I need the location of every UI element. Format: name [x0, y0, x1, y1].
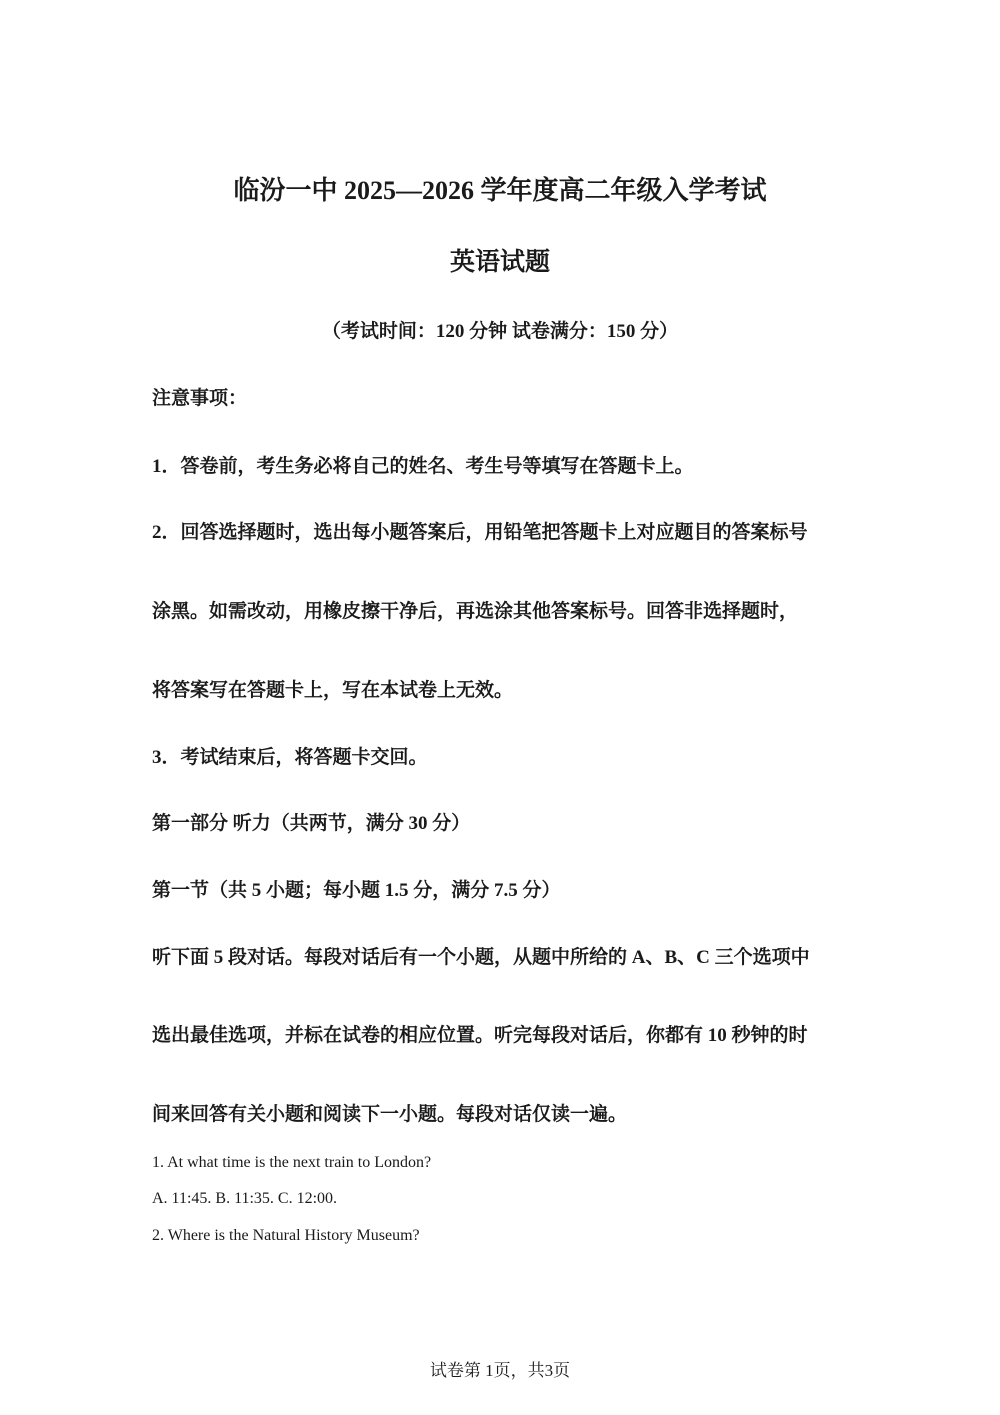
- exam-title: 临汾一中 2025—2026 学年度高二年级入学考试: [233, 176, 767, 205]
- exam-subtitle: 英语试题: [449, 249, 550, 276]
- notice-item-1: 1．答卷前，考生务必将自己的姓名、考生号等填写在答题卡上。: [152, 456, 694, 477]
- question-1: 1. At what time is the next train to London?: [152, 1154, 432, 1171]
- instructions-line-3: 间来回答有关小题和阅读下一小题。每段对话仅读一遍。: [152, 1104, 628, 1125]
- part-1-heading: 第一部分 听力（共两节，满分 30 分）: [152, 813, 471, 834]
- notice-item-3: 3．考试结束后，将答题卡交回。: [152, 747, 428, 768]
- question-2: 2. Where is the Natural History Museum?: [152, 1227, 420, 1244]
- notice-item-2-line-3: 将答案写在答题卡上，写在本试卷上无效。: [152, 680, 514, 701]
- instructions-line-1: 听下面 5 段对话。每段对话后有一个小题，从题中所给的 A、B、C 三个选项中: [152, 947, 810, 968]
- page-footer: 试卷第 1页，共3页: [429, 1361, 571, 1380]
- question-1-options: A. 11:45. B. 11:35. C. 12:00.: [152, 1190, 338, 1207]
- notice-item-2-line-2: 涂黑。如需改动，用橡皮擦干净后，再选涂其他答案标号。回答非选择题时，: [152, 601, 799, 622]
- notice-heading: 注意事项：: [152, 388, 248, 409]
- section-1-heading: 第一节（共 5 小题；每小题 1.5 分，满分 7.5 分）: [152, 880, 561, 901]
- instructions-line-2: 选出最佳选项，并标在试卷的相应位置。听完每段对话后，你都有 10 秒钟的时: [152, 1025, 808, 1046]
- exam-info: （考试时间：120 分钟 试卷满分：150 分）: [321, 321, 679, 342]
- notice-item-2-line-1: 2．回答选择题时，选出每小题答案后，用铅笔把答题卡上对应题目的答案标号: [152, 522, 808, 543]
